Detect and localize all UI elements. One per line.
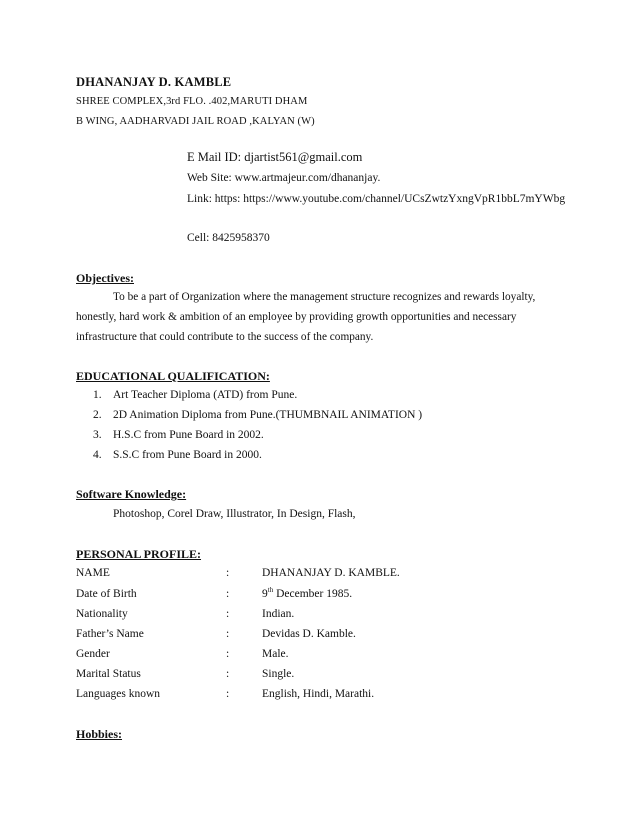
address-line-1: SHREE COMPLEX,3rd FLO. .402,MARUTI DHAM [76, 96, 308, 107]
dob-suffix: th [267, 586, 274, 595]
profile-label: Marital Status [76, 668, 141, 680]
profile-colon: : [226, 688, 230, 700]
address-line-2: B WING, AADHARVADI JAIL ROAD ,KALYAN (W) [76, 116, 315, 127]
dob-day: 9 [262, 588, 268, 600]
profile-label: Languages known [76, 688, 160, 700]
profile-value: Devidas D. Kamble. [262, 628, 356, 640]
objectives-line-1: To be a part of Organization where the management structure recognizes and rewards loyalty, [113, 291, 536, 303]
dob-rest: December 1985. [273, 588, 353, 600]
education-item-number: 1. [93, 389, 102, 401]
profile-label: Father’s Name [76, 628, 144, 640]
profile-label: NAME [76, 567, 110, 579]
software-heading: Software Knowledge: [76, 487, 187, 501]
education-item-number: 2. [93, 409, 102, 421]
profile-value: DHANANJAY D. KAMBLE. [262, 567, 400, 579]
email: E Mail ID: djartist561@gmail.com [187, 150, 363, 164]
profile-label: Gender [76, 648, 110, 660]
profile-colon: : [226, 567, 230, 579]
education-item-text: H.S.C from Pune Board in 2002. [113, 429, 264, 441]
profile-colon: : [226, 648, 230, 660]
profile-value: Male. [262, 648, 289, 660]
profile-colon: : [226, 588, 230, 600]
profile-colon: : [226, 628, 230, 640]
candidate-name: DHANANJAY D. KAMBLE [76, 75, 232, 89]
education-item-number: 3. [93, 429, 102, 441]
profile-colon: : [226, 608, 230, 620]
objectives-line-2: honestly, hard work & ambition of an employee by providing growth opportunities and necessary [76, 311, 517, 323]
profile-value: English, Hindi, Marathi. [262, 688, 375, 700]
youtube-link: Link: https: https://www.youtube.com/channel/UCsZwtzYxngVpR1bbL7mYWbg [187, 193, 566, 205]
education-item-text: 2D Animation Diploma from Pune.(THUMBNAIL ANIMATION ) [113, 409, 423, 421]
education-item-number: 4. [93, 449, 102, 461]
profile-label: Nationality [76, 608, 128, 620]
cell-number: Cell: 8425958370 [187, 232, 270, 244]
education-item-text: Art Teacher Diploma (ATD) from Pune. [113, 389, 298, 401]
personal-heading: PERSONAL PROFILE: [76, 547, 202, 561]
objectives-line-3: infrastructure that could contribute to the success of the company. [76, 331, 374, 343]
education-heading: EDUCATIONAL QUALIFICATION: [76, 369, 270, 383]
software-list: Photoshop, Corel Draw, Illustrator, In Design, Flash, [113, 508, 356, 520]
profile-value: Single. [262, 668, 295, 680]
education-item-text: S.S.C from Pune Board in 2000. [113, 449, 262, 461]
profile-label: Date of Birth [76, 588, 137, 600]
profile-colon: : [226, 668, 230, 680]
profile-value [262, 588, 352, 600]
objectives-heading: Objectives: [76, 271, 134, 285]
website: Web Site: www.artmajeur.com/dhananjay. [187, 172, 381, 184]
profile-value: Indian. [262, 608, 295, 620]
hobbies-heading: Hobbies: [76, 727, 123, 741]
